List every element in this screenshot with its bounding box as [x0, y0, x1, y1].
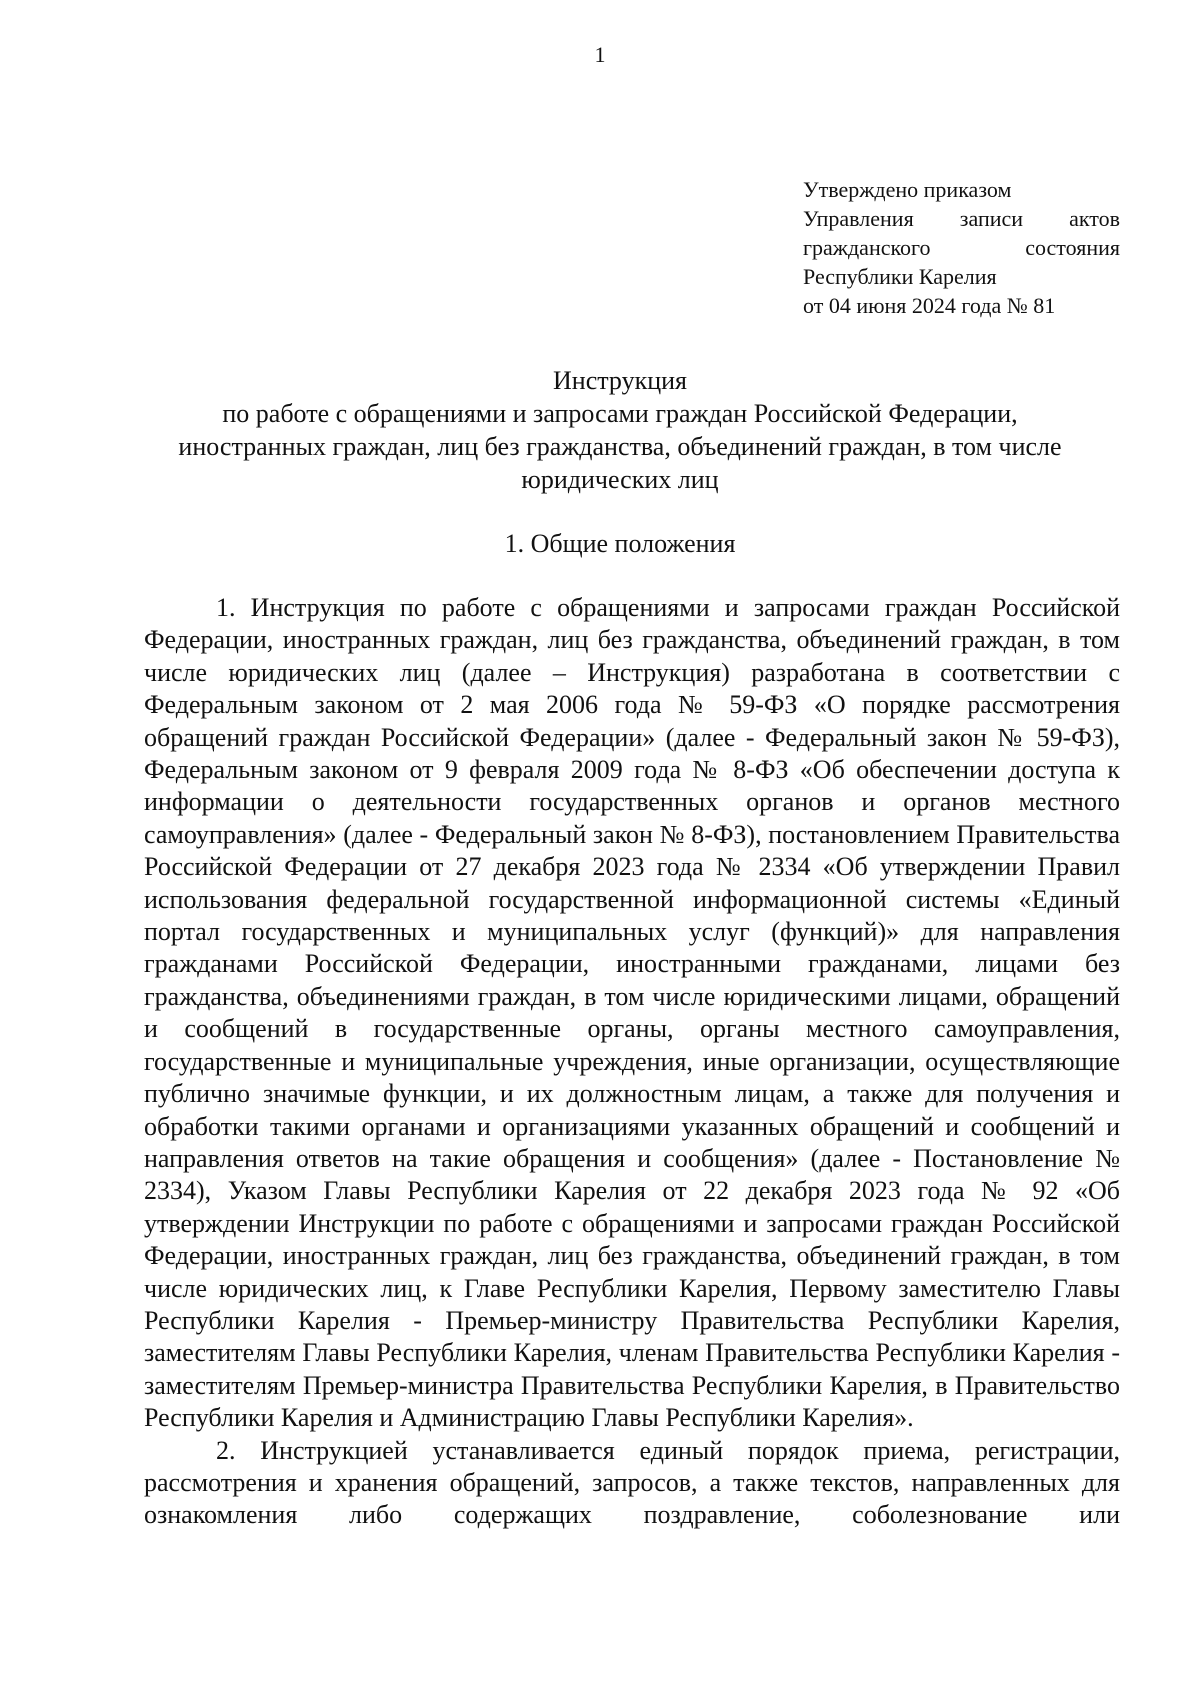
approval-line-justified: [803, 204, 1120, 233]
approval-line-justified: [803, 233, 1120, 262]
approval-line: Утверждено приказом: [803, 177, 1012, 202]
title-heading: Инструкция: [553, 366, 687, 395]
paragraph: 2. Инструкцией устанавливается единый порядок приема, регистрации, рассмотрения и хранения обращений, запросов, а также текстов, направленных для ознакомления либо содержащих поздравление, соболезнование или: [144, 1435, 1120, 1530]
section-heading: 1. Общие положения: [504, 529, 736, 558]
paragraph: 1. Инструкция по работе с обращениями и запросами граждан Российской Федерации, иностранных граждан, лиц без гражданства, объединений граждан, в том числе юридических лиц (далее – Инструкция) разработана в соответствии с Федеральным законом от 2 мая 2006 года № 59-ФЗ «О порядке рассмотрения обращений граждан Российской Федерации» (далее - Федеральный закон № 59-ФЗ), Федеральным законом от 9 февраля 2009 года № 8-ФЗ «Об обеспечении доступа к информации о деятельности государственных органов и органов местного самоуправления» (далее - Федеральный закон № 8-ФЗ), постановлением Правительства Российской Федерации от 27 декабря 2023 года № 2334 «Об утверждении Правил использования федеральной государственной информационной системы «Единый портал государственных и муниципальных услуг (функций)» для направления гражданами Российской Федерации, иностранными гражданами, лицами без гражданства, объединениями граждан, в том числе юридическими лицами, обращений и сообщений в государственные органы, органы местного самоуправления, государственные и муниципальные учреждения, иные организации, осуществляющие публично значимые функции, и их должностным лицам, а также для получения и обработки такими органами и организациями указанных обращений и сообщений и направления ответов на такие обращения и сообщения» (далее - Постановление № 2334), Указом Главы Республики Карелия от 22 декабря 2023 года № 92 «Об утверждении Инструкции по работе с обращениями и запросами граждан Российской Федерации, иностранных граждан, лиц без гражданства, объединений граждан, в том числе юридических лиц, к Главе Республики Карелия, Первому заместителю Главы Республики Карелия - Премьер-министру Правительства Республики Карелия, заместителям Главы Республики Карелия, членам Правительства Республики Карелия - заместителям Премьер-министра Правительства Республики Карелия, в Правительство Республики Карелия и Администрацию Главы Республики Карелия».: [144, 593, 1120, 1433]
approval-line: Республики Карелия: [803, 264, 997, 289]
approval-block: [803, 175, 1120, 320]
title-subtitle-line: юридических лиц: [521, 465, 719, 494]
approval-word: актов: [1069, 206, 1120, 231]
approval-word: состояния: [1025, 235, 1120, 260]
document-body: [144, 592, 1120, 1532]
document-title: [130, 364, 1110, 496]
approval-line: от 04 июня 2024 года № 81: [803, 293, 1056, 318]
approval-word: записи: [959, 206, 1024, 231]
approval-word: Управления: [803, 206, 914, 231]
title-subtitle-line: по работе с обращениями и запросами граждан Российской Федерации,: [222, 399, 1018, 428]
approval-word: гражданского: [803, 235, 931, 260]
page-number: 1: [594, 42, 606, 67]
title-subtitle-line: иностранных граждан, лиц без гражданства, объединений граждан, в том числе: [178, 432, 1062, 461]
